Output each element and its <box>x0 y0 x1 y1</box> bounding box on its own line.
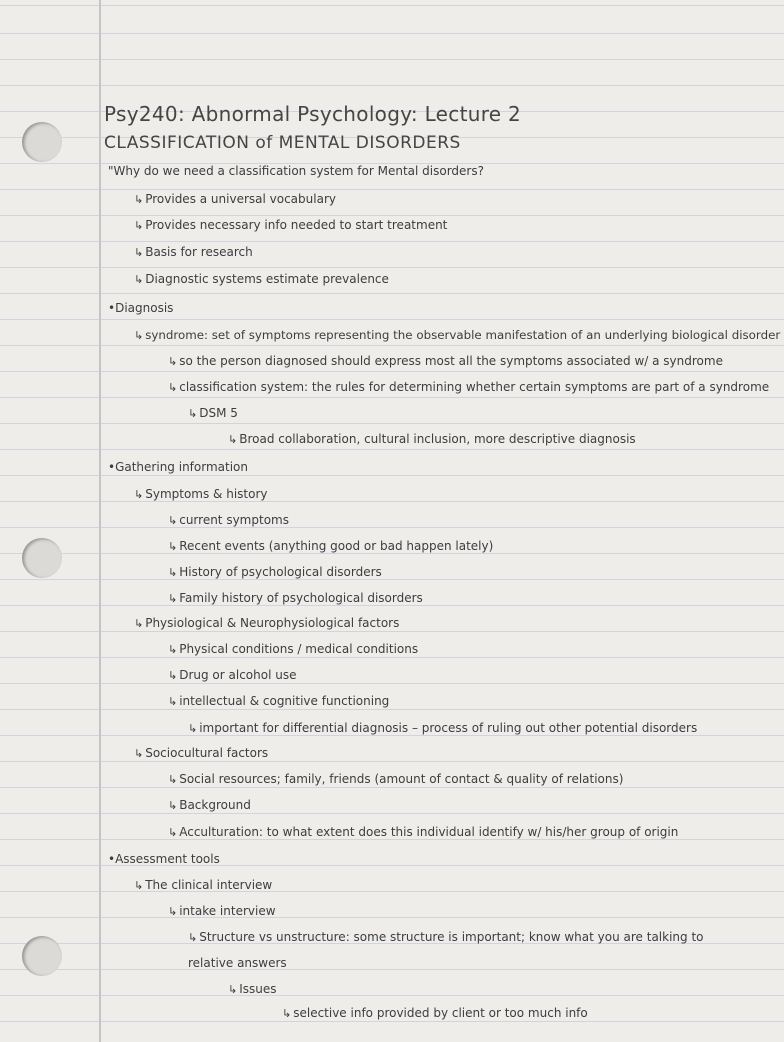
note-text: Physiological & Neurophysiological factors <box>145 616 400 630</box>
note-line <box>228 432 636 446</box>
note-text: Drug or alcohol use <box>179 668 297 682</box>
note-line <box>168 354 723 368</box>
bullet-arrow-icon: ↳ <box>134 329 144 342</box>
bullet-arrow-icon: ↳ <box>134 273 144 286</box>
note-line <box>168 565 382 579</box>
note-text: intellectual & cognitive functioning <box>179 694 390 708</box>
note-line <box>134 328 780 342</box>
note-text: •Gathering information <box>108 460 248 474</box>
note-line <box>228 982 277 996</box>
bullet-arrow-icon: ↳ <box>134 747 144 760</box>
lecture-title: Psy240: Abnormal Psychology: Lecture 2 <box>104 102 522 126</box>
bullet-arrow-icon: ↳ <box>168 355 178 368</box>
note-line <box>134 878 272 892</box>
note-text: Basis for research <box>145 245 253 259</box>
note-text: Diagnostic systems estimate prevalence <box>145 272 389 286</box>
note-line <box>134 487 268 501</box>
bullet-arrow-icon: ↳ <box>168 540 178 553</box>
note-line <box>134 245 253 259</box>
bullet-arrow-icon: ↳ <box>134 219 144 232</box>
note-line <box>188 406 238 420</box>
note-line <box>168 798 251 812</box>
bullet-arrow-icon: ↳ <box>168 669 178 682</box>
note-line <box>134 218 447 232</box>
note-text: Broad collaboration, cultural inclusion, more descriptive diagnosis <box>239 432 636 446</box>
note-line <box>134 272 389 286</box>
bullet-arrow-icon: ↳ <box>168 566 178 579</box>
note-text: classification system: the rules for determining whether certain symptoms are part of a syndrome <box>179 380 770 394</box>
note-text: History of psychological disorders <box>179 565 382 579</box>
note-line <box>168 694 389 708</box>
note-text: Provides necessary info needed to start treatment <box>145 218 448 232</box>
bullet-arrow-icon: ↳ <box>168 905 178 918</box>
note-text: •Assessment tools <box>108 852 220 866</box>
note-text: syndrome: set of symptoms representing the observable manifestation of an underlying biological disorder <box>145 328 781 342</box>
note-text: Physical conditions / medical conditions <box>179 642 419 656</box>
bullet-arrow-icon: ↳ <box>134 617 144 630</box>
bullet-arrow-icon: ↳ <box>168 381 178 394</box>
bullet-arrow-icon: ↳ <box>168 799 178 812</box>
bullet-arrow-icon: ↳ <box>168 643 178 656</box>
note-line <box>168 591 423 605</box>
bullet-arrow-icon: ↳ <box>168 695 178 708</box>
bullet-arrow-icon: ↳ <box>228 433 238 446</box>
note-line <box>108 164 484 178</box>
note-text: Recent events (anything good or bad happen lately) <box>179 539 494 553</box>
punch-hole <box>22 936 62 976</box>
note-line <box>134 746 268 760</box>
bullet-arrow-icon: ↳ <box>188 722 198 735</box>
note-text: Provides a universal vocabulary <box>145 192 336 206</box>
bullet-arrow-icon: ↳ <box>168 592 178 605</box>
note-line <box>168 642 418 656</box>
bullet-arrow-icon: ↳ <box>134 488 144 501</box>
note-text: Acculturation: to what extent does this individual identify w/ his/her group of origin <box>179 825 679 839</box>
note-text: selective info provided by client or too much info <box>293 1006 588 1020</box>
note-text: important for differential diagnosis – process of ruling out other potential disorders <box>199 721 698 735</box>
note-line <box>134 616 399 630</box>
bullet-arrow-icon: ↳ <box>188 931 198 944</box>
note-text: relative answers <box>188 956 287 970</box>
bullet-arrow-icon: ↳ <box>168 514 178 527</box>
bullet-arrow-icon: ↳ <box>134 246 144 259</box>
margin-line <box>99 0 101 1042</box>
note-line <box>108 301 173 315</box>
note-line <box>168 668 296 682</box>
note-line <box>168 539 493 553</box>
note-line <box>282 1006 588 1020</box>
note-text: intake interview <box>179 904 276 918</box>
bullet-arrow-icon: ↳ <box>188 407 198 420</box>
note-text: "Why do we need a classification system for Mental disorders? <box>108 164 484 178</box>
note-text: so the person diagnosed should express most all the symptoms associated w/ a syndrome <box>179 354 723 368</box>
note-text: The clinical interview <box>145 878 273 892</box>
note-text: Issues <box>239 982 277 996</box>
punch-hole <box>22 538 62 578</box>
note-text: Family history of psychological disorders <box>179 591 423 605</box>
note-text: Symptoms & history <box>145 487 268 501</box>
punch-hole <box>22 122 62 162</box>
note-line <box>108 852 220 866</box>
bullet-arrow-icon: ↳ <box>282 1007 292 1020</box>
note-text: current symptoms <box>179 513 289 527</box>
note-text: Structure vs unstructure: some structure is important; know what you are talking to <box>199 930 704 944</box>
note-line <box>188 956 287 970</box>
note-line <box>108 460 248 474</box>
bullet-arrow-icon: ↳ <box>168 826 178 839</box>
note-text: •Diagnosis <box>108 301 174 315</box>
note-line <box>188 721 697 735</box>
note-text: DSM 5 <box>199 406 238 420</box>
note-text: Social resources; family, friends (amount of contact & quality of relations) <box>179 772 624 786</box>
note-line <box>188 930 704 944</box>
bullet-arrow-icon: ↳ <box>134 879 144 892</box>
note-line <box>168 513 289 527</box>
note-line <box>168 380 769 394</box>
lecture-subtitle: CLASSIFICATION of MENTAL DISORDERS <box>104 133 461 153</box>
note-text: Background <box>179 798 251 812</box>
bullet-arrow-icon: ↳ <box>134 193 144 206</box>
bullet-arrow-icon: ↳ <box>168 773 178 786</box>
note-line <box>168 772 623 786</box>
note-text: Sociocultural factors <box>145 746 269 760</box>
note-line <box>168 825 678 839</box>
bullet-arrow-icon: ↳ <box>228 983 238 996</box>
note-line <box>168 904 276 918</box>
note-line <box>134 192 336 206</box>
